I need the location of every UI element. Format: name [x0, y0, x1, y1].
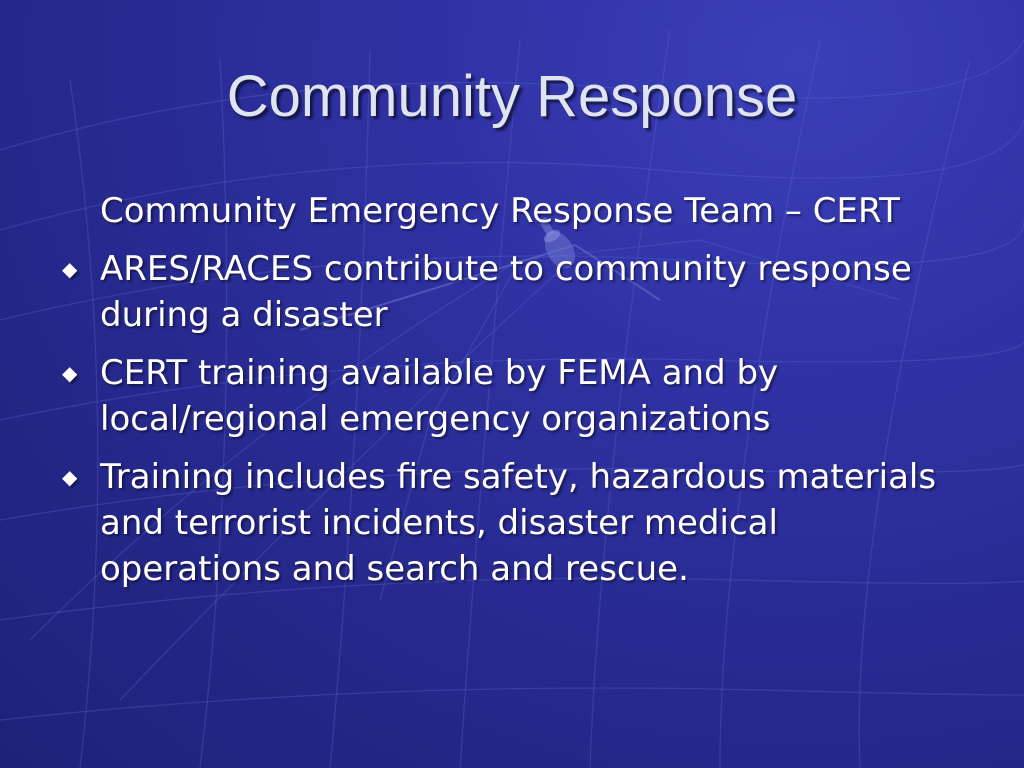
- list-item: [62, 246, 962, 338]
- diamond-icon: ◆: [62, 361, 78, 385]
- bullet-list: [62, 188, 962, 604]
- intro-item: [62, 188, 962, 234]
- diamond-icon: ◆: [62, 465, 78, 489]
- diamond-icon: ◆: [62, 257, 78, 281]
- list-item-text: Training includes fire safety, hazardous materials and terrorist incidents, disaster medical operations and search and rescue.: [100, 457, 937, 589]
- list-item: [62, 454, 962, 592]
- intro-text: Community Emergency Response Team – CERT: [100, 191, 900, 231]
- slide-title: Community Response: [226, 64, 798, 129]
- list-item-text: ARES/RACES contribute to community response during a disaster: [100, 249, 912, 335]
- list-item-text: CERT training available by FEMA and by local/regional emergency organizations: [100, 353, 779, 439]
- list-item: [62, 350, 962, 442]
